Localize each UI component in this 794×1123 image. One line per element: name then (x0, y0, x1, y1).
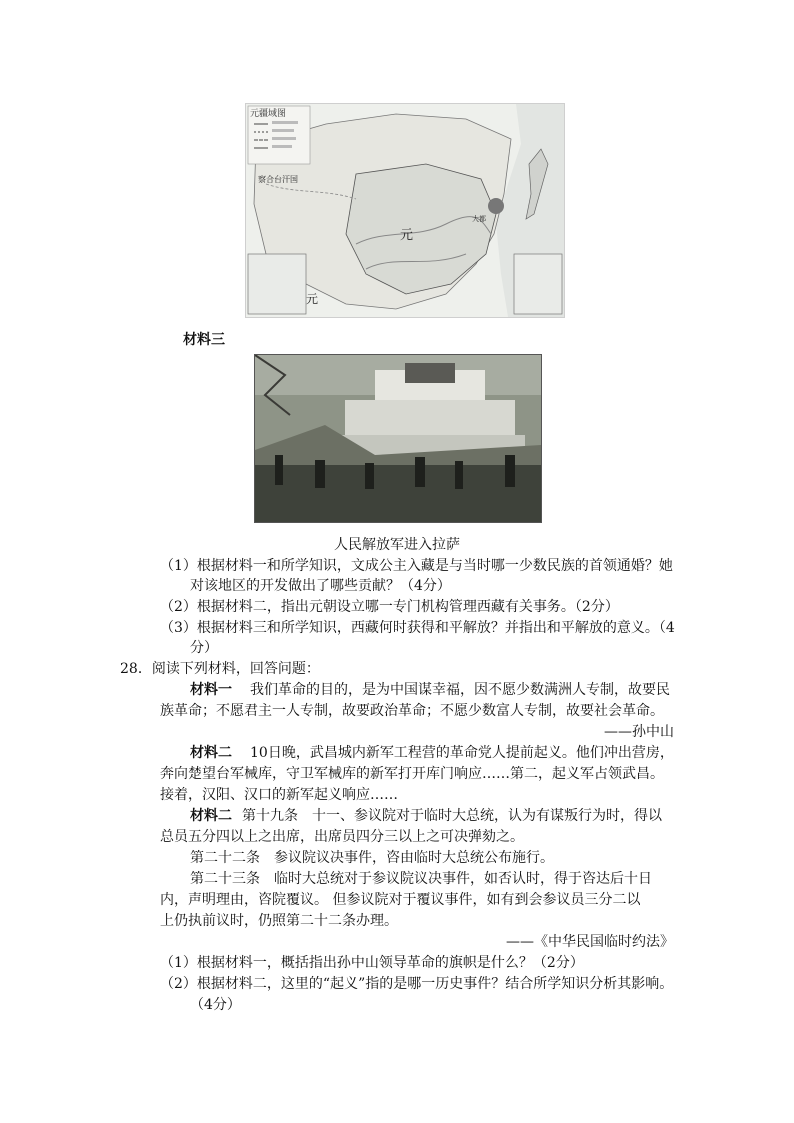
map-title: 元疆域图 (250, 109, 287, 119)
q27-question-2: （2）根据材料二，指出元朝设立哪一专门机构管理西藏有关事务。（2分） (160, 599, 619, 615)
q28-material3-line6: 上仍执前议时，仍照第二十二条办理。 (160, 913, 398, 929)
map-drawing (246, 104, 564, 317)
q28-material3-line1: 第十九条 十一、参议院对于临时大总统，认为有谋叛行为时，得以 (242, 808, 662, 824)
q28-material3-line4: 第二十三条 临时大总统对于参议院议决事件，如否认时，得于咨达后十日 (190, 871, 652, 887)
q28-material3-line2: 总员五分四以上之出席，出席员四分三以上之可决弹劾之。 (160, 829, 524, 845)
map-label-left: 察合台汗国 (258, 175, 298, 184)
q28-number: 28． (120, 661, 152, 677)
q28-material1-line1: 我们革命的目的，是为中国谋幸福，因不愿少数满洲人专制，故要民 (250, 682, 670, 698)
yuan-territory-map (245, 103, 565, 318)
q28-material2-line3: 接着，汉阳、汉口的新军起义响应…… (160, 787, 398, 803)
q28-material1-label: 材料一 (190, 682, 232, 698)
material3-heading: 材料三 (183, 332, 225, 348)
map-label-yuan-sw: 元 (306, 292, 319, 306)
map-label-dadu: 大都 (472, 215, 486, 223)
q28-question-1: （1）根据材料一，概括指出孙中山领导革命的旗帜是什么？（2分） (160, 955, 584, 971)
q28-material2-line1: 10日晚，武昌城内新军工程营的革命党人提前起义。他们冲出营房， (250, 745, 674, 761)
q28-intro: 阅读下列材料，回答问题： (151, 661, 320, 677)
q28-question-2-line2: （4分） (190, 997, 241, 1013)
q28-question-2-line1: （2）根据材料二，这里的“起义”指的是哪一历史事件？结合所学知识分析其影响。 (160, 976, 674, 992)
q28-material3-label: 材料二 (190, 808, 232, 824)
q28-material3-line3: 第二十二条 参议院议决事件，咨由临时大总统公布施行。 (190, 850, 554, 866)
q28-material2-line2: 奔向楚望台军械库，守卫军械库的新军打开库门响应……第二，起义军占领武昌。 (160, 766, 664, 782)
photo-caption: 人民解放军进入拉萨 (334, 537, 460, 553)
map-label-yuan: 元 (400, 228, 414, 243)
q28-material1-line2: 族革命；不愿君主一人专制，故要政治革命；不愿少数富人专制，故要社会革命。 (160, 703, 664, 719)
q28-material1-source: ——孙中山 (604, 724, 674, 740)
q28-material3-line5: 内，声明理由，咨院覆议。 但参议院对于覆议事件，如有到会参议员三分二以 (160, 892, 641, 908)
q28-material3-source: ——《中华民国临时约法》 (506, 934, 674, 950)
photo-drawing (255, 355, 541, 522)
lhasa-photo (254, 354, 542, 523)
q27-question-3-line1: （3）根据材料三和所学知识，西藏何时获得和平解放？并指出和平解放的意义。（4 (160, 620, 675, 636)
q27-question-3-line2: 分） (190, 640, 218, 656)
q27-question-1-line1: （1）根据材料一和所学知识，文成公主入藏是与当时哪一少数民族的首领通婚？她 (160, 558, 673, 574)
q27-question-1-line2: 对该地区的开发做出了哪些贡献？（4分） (190, 578, 451, 594)
q28-material2-label: 材料二 (190, 745, 232, 761)
